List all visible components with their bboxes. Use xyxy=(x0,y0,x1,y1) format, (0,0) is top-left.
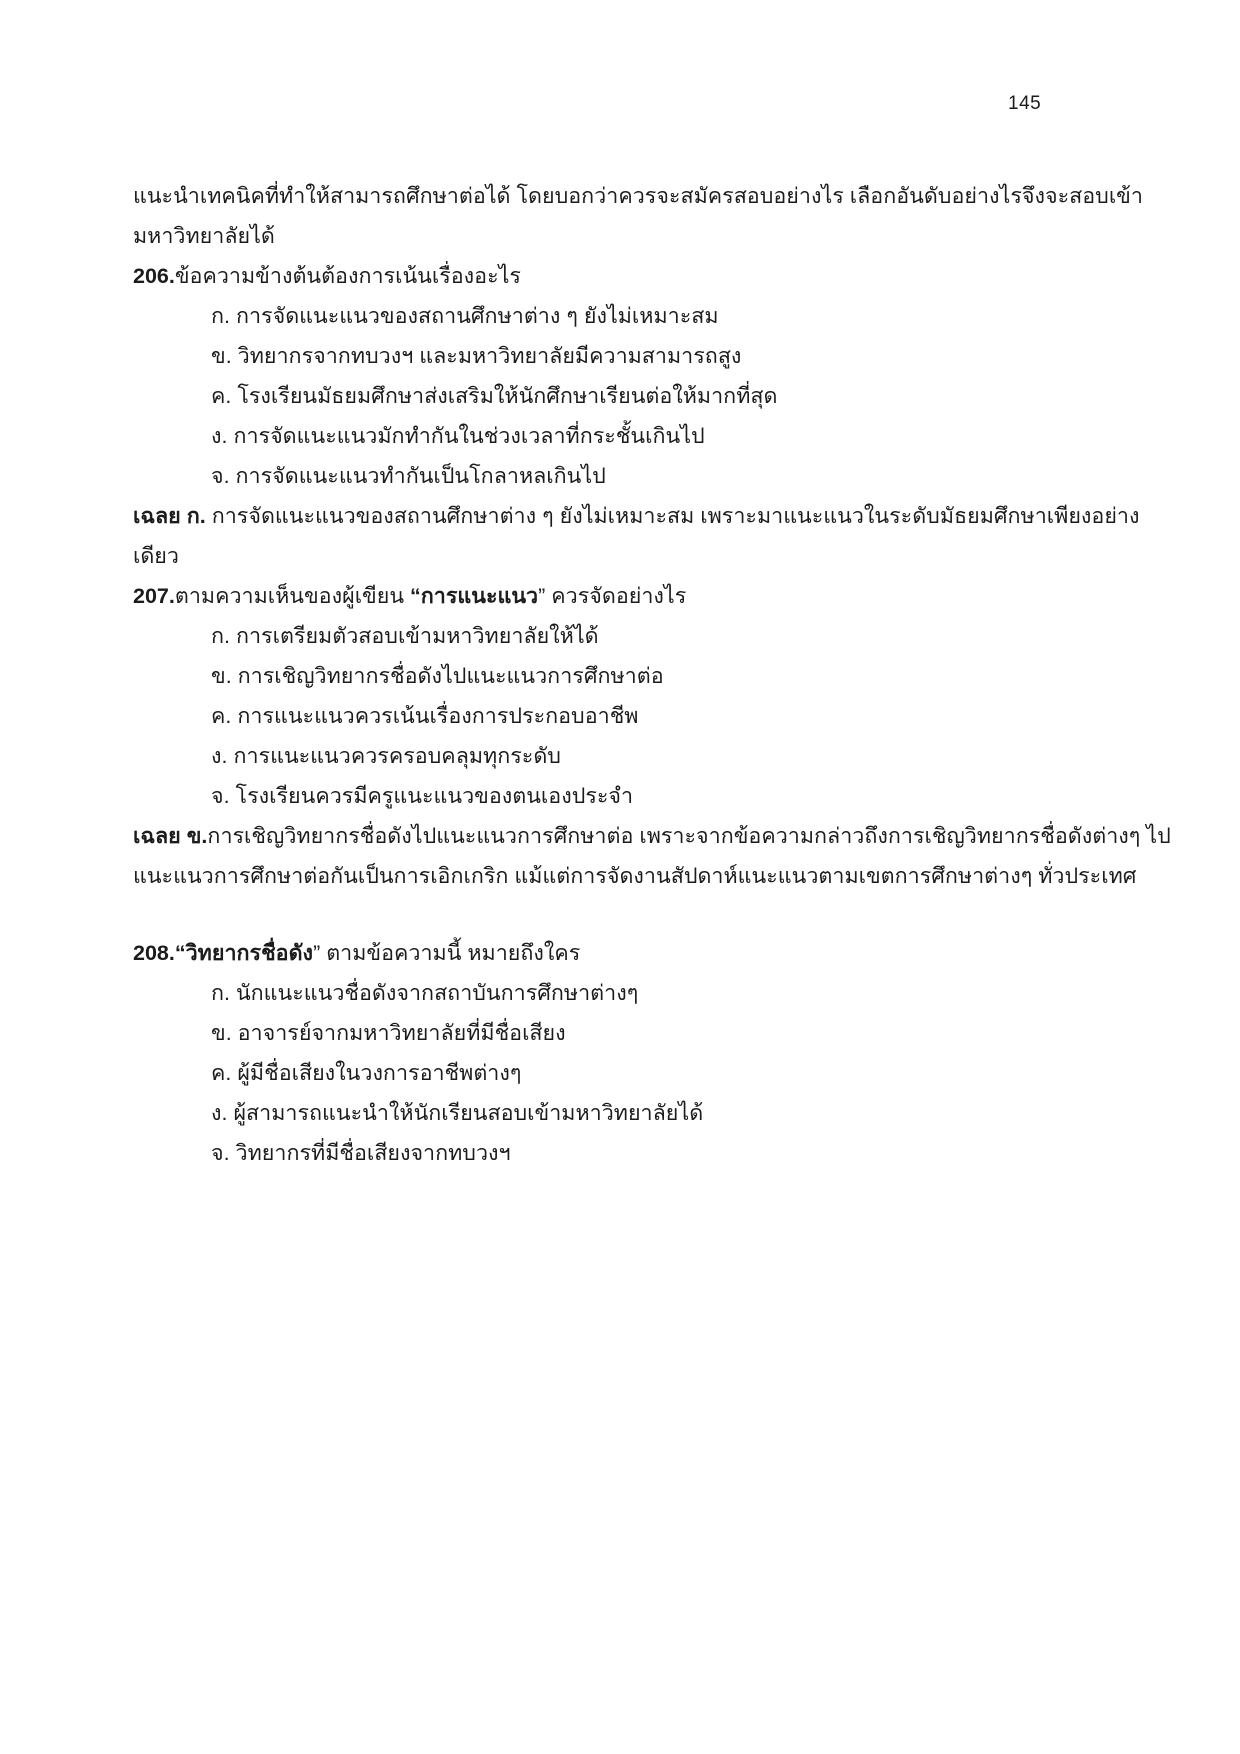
text-segment: ” ตามข้อความนี้ หมายถึงใคร xyxy=(313,941,581,965)
text-line xyxy=(133,696,1108,736)
text-line xyxy=(133,1133,1108,1173)
text-segment: การเชิญวิทยากรชื่อดังไปแนะแนวการศึกษาต่อ เพราะจากข้อความกล่าวถึงการเชิญวิทยากรชื่อดังต่างๆ ไป xyxy=(207,824,1171,848)
text-segment: ค. การแนะแนวควรเน้นเรื่องการประกอบอาชีพ xyxy=(211,704,639,728)
text-line xyxy=(133,933,1108,973)
text-segment: 207. xyxy=(133,584,175,608)
text-segment: ค. โรงเรียนมัธยมศึกษาส่งเสริมให้นักศึกษาเรียนต่อให้มากที่สุด xyxy=(211,384,778,408)
text-line xyxy=(133,736,1108,776)
text-segment: ตามความเห็นของผู้เขียน xyxy=(174,584,411,608)
text-line xyxy=(133,576,1108,616)
text-line xyxy=(133,973,1108,1013)
text-segment: จ. โรงเรียนควรมีครูแนะแนวของตนเองประจำ xyxy=(211,784,634,808)
text-segment: ง. การจัดแนะแนวมักทำกันในช่วงเวลาที่กระชั้นเกินไป xyxy=(211,424,705,448)
text-line xyxy=(133,176,1143,216)
text-line xyxy=(133,536,1108,576)
text-line xyxy=(133,616,1108,656)
text-line xyxy=(133,1013,1108,1053)
text-segment: แนะนำเทคนิคที่ทำให้สามารถศึกษาต่อได้ โดยบอกว่าควรจะสมัครสอบอย่างไร เลือกอันดับอย่างไรจึงจะสอบเข้า xyxy=(133,184,1143,208)
text-segment: เดียว xyxy=(133,544,179,568)
text-segment: 208. xyxy=(133,941,175,965)
text-segment: 206. xyxy=(133,264,175,288)
text-segment: ง. ผู้สามารถแนะนำให้นักเรียนสอบเข้ามหาวิทยาลัยได้ xyxy=(211,1101,704,1125)
text-line xyxy=(133,496,1140,536)
blank-line xyxy=(133,896,1108,933)
text-line xyxy=(133,656,1108,696)
text-segment: ข้อความข้างต้นต้องการเน้นเรื่องอะไร xyxy=(174,264,521,288)
text-segment: ข. วิทยากรจากทบวงฯ และมหาวิทยาลัยมีความสามารถสูง xyxy=(211,344,742,368)
text-segment: “การแนะแนว xyxy=(410,584,539,608)
text-segment: “วิทยากรชื่อดัง xyxy=(174,941,314,965)
text-line xyxy=(133,1053,1108,1093)
text-segment: เฉลย ก. xyxy=(133,504,206,528)
text-segment: เฉลย ข. xyxy=(133,824,208,848)
text-line xyxy=(133,416,1108,456)
text-line xyxy=(133,256,1108,296)
text-segment: ” ควรจัดอย่างไร xyxy=(538,584,687,608)
text-line xyxy=(133,336,1108,376)
text-segment: ค. ผู้มีชื่อเสียงในวงการอาชีพต่างๆ xyxy=(211,1061,522,1085)
text-segment: ข. อาจารย์จากมหาวิทยาลัยที่มีชื่อเสียง xyxy=(211,1021,566,1045)
text-segment: ข. การเชิญวิทยากรชื่อดังไปแนะแนวการศึกษาต่อ xyxy=(211,664,664,688)
text-line xyxy=(133,856,1137,896)
text-segment: ก. การจัดแนะแนวของสถานศึกษาต่าง ๆ ยังไม่เหมาะสม xyxy=(211,304,719,328)
text-segment: จ. การจัดแนะแนวทำกันเป็นโกลาหลเกินไป xyxy=(211,464,606,488)
text-segment: การจัดแนะแนวของสถานศึกษาต่าง ๆ ยังไม่เหมาะสม เพราะมาแนะแนวในระดับมัธยมศึกษาเพียงอย่าง xyxy=(205,504,1140,528)
text-line xyxy=(133,216,1108,256)
text-line xyxy=(133,456,1108,496)
text-line xyxy=(133,1093,1108,1133)
text-segment: จ. วิทยากรที่มีชื่อเสียงจากทบวงฯ xyxy=(211,1141,511,1165)
text-line xyxy=(133,296,1108,336)
text-segment: ง. การแนะแนวควรครอบคลุมทุกระดับ xyxy=(211,744,561,768)
document-lines xyxy=(133,176,1171,1173)
text-line xyxy=(133,776,1108,816)
text-segment: ก. นักแนะแนวชื่อดังจากสถาบันการศึกษาต่างๆ xyxy=(211,981,639,1005)
text-segment: ก. การเตรียมตัวสอบเข้ามหาวิทยาลัยให้ได้ xyxy=(211,624,599,648)
page-number: 145 xyxy=(1008,93,1042,114)
text-line xyxy=(133,376,1108,416)
text-segment: แนะแนวการศึกษาต่อกันเป็นการเอิกเกริก แม้แต่การจัดงานสัปดาห์แนะแนวตามเขตการศึกษาต่างๆ ทั่วประเทศ xyxy=(133,864,1137,888)
text-line xyxy=(133,816,1171,856)
text-segment: มหาวิทยาลัยได้ xyxy=(133,224,275,248)
